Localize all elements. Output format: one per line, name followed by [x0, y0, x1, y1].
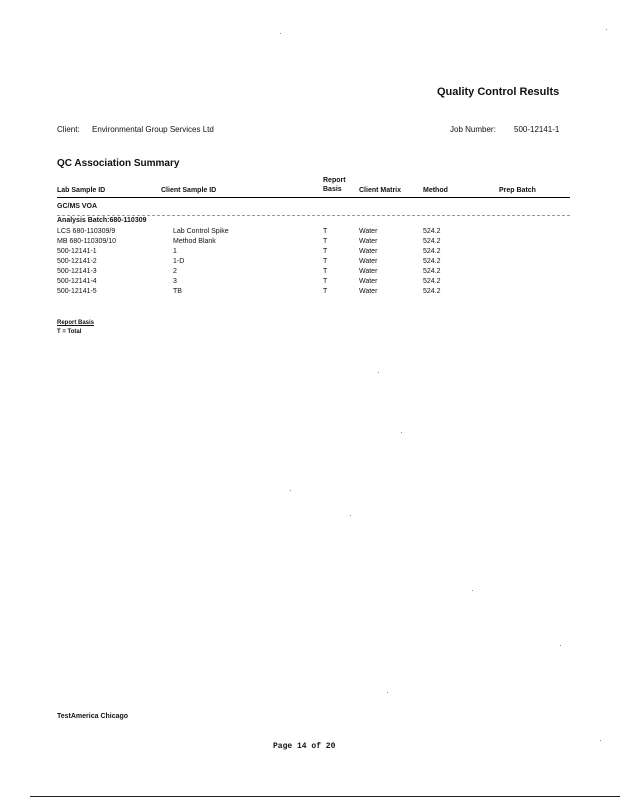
lab-sample-id: 500-12141-3	[57, 268, 97, 275]
client-sample-id: 1	[173, 248, 177, 255]
report-basis: T	[323, 278, 328, 285]
scan-speck	[350, 515, 351, 516]
page-title: Quality Control Results	[437, 86, 560, 98]
client-value: Environmental Group Services Ltd	[92, 125, 214, 134]
lab-sample-id: LCS 680-110309/9	[57, 228, 116, 235]
col-header-client-matrix: Client Matrix	[359, 187, 402, 194]
table-row	[0, 248, 641, 258]
scan-speck	[606, 29, 607, 30]
client-sample-id: Method Blank	[173, 238, 216, 245]
col-header-report-basis: Report Basis	[323, 177, 346, 193]
method: 524.2	[423, 288, 441, 295]
lab-sample-id: 500-12141-4	[57, 278, 97, 285]
scan-speck	[378, 372, 379, 373]
col-header-prep-batch: Prep Batch	[499, 187, 536, 194]
lab-sample-id: 500-12141-1	[57, 248, 97, 255]
method: 524.2	[423, 268, 441, 275]
method: 524.2	[423, 258, 441, 265]
client-sample-id: 3	[173, 278, 177, 285]
report-basis: T	[323, 258, 328, 265]
client-label: Client:	[57, 125, 80, 134]
scan-speck	[290, 490, 291, 491]
page-bottom-rule	[30, 796, 620, 797]
method: 524.2	[423, 228, 441, 235]
table-row	[0, 288, 641, 298]
client-matrix: Water	[359, 228, 378, 235]
group-divider	[57, 215, 570, 216]
client-matrix: Water	[359, 248, 378, 255]
scan-speck	[472, 590, 473, 591]
section-title: QC Association Summary	[57, 158, 180, 169]
client-matrix: Water	[359, 258, 378, 265]
client-sample-id: 1-D	[173, 258, 185, 265]
scan-speck	[560, 645, 561, 646]
client-matrix: Water	[359, 278, 378, 285]
group-label: GC/MS VOA	[57, 203, 98, 210]
table-row	[0, 278, 641, 288]
client-matrix: Water	[359, 288, 378, 295]
header-rule	[57, 197, 570, 198]
batch-label: Analysis Batch:680-110309	[57, 217, 147, 224]
lab-sample-id: 500-12141-5	[57, 288, 97, 295]
table-row	[0, 258, 641, 268]
legend-item: T = Total	[57, 329, 82, 335]
report-basis: T	[323, 228, 328, 235]
scan-speck	[401, 432, 402, 433]
client-matrix: Water	[359, 238, 378, 245]
report-basis: T	[323, 248, 328, 255]
client-sample-id: 2	[173, 268, 177, 275]
table-row	[0, 228, 641, 238]
col-header-client-sample-id: Client Sample ID	[161, 187, 217, 194]
scan-speck	[387, 692, 388, 693]
report-basis: T	[323, 238, 328, 245]
client-sample-id: TB	[173, 288, 182, 295]
scan-speck	[600, 740, 601, 741]
report-basis: T	[323, 268, 328, 275]
page-number: Page 14 of 20	[273, 742, 336, 751]
col-header-method: Method	[423, 187, 448, 194]
job-number-label: Job Number:	[450, 125, 496, 134]
table-row	[0, 238, 641, 248]
job-number-value: 500-12141-1	[514, 125, 560, 134]
method: 524.2	[423, 278, 441, 285]
method: 524.2	[423, 238, 441, 245]
scan-speck	[280, 33, 281, 34]
table-row	[0, 268, 641, 278]
lab-sample-id: 500-12141-2	[57, 258, 97, 265]
client-sample-id: Lab Control Spike	[173, 228, 229, 235]
report-basis: T	[323, 288, 328, 295]
method: 524.2	[423, 248, 441, 255]
client-matrix: Water	[359, 268, 378, 275]
lab-sample-id: MB 680-110309/10	[57, 238, 117, 245]
footer-lab-name: TestAmerica Chicago	[57, 713, 129, 720]
col-header-lab-sample-id: Lab Sample ID	[57, 187, 106, 194]
legend-title: Report Basis	[57, 320, 95, 326]
